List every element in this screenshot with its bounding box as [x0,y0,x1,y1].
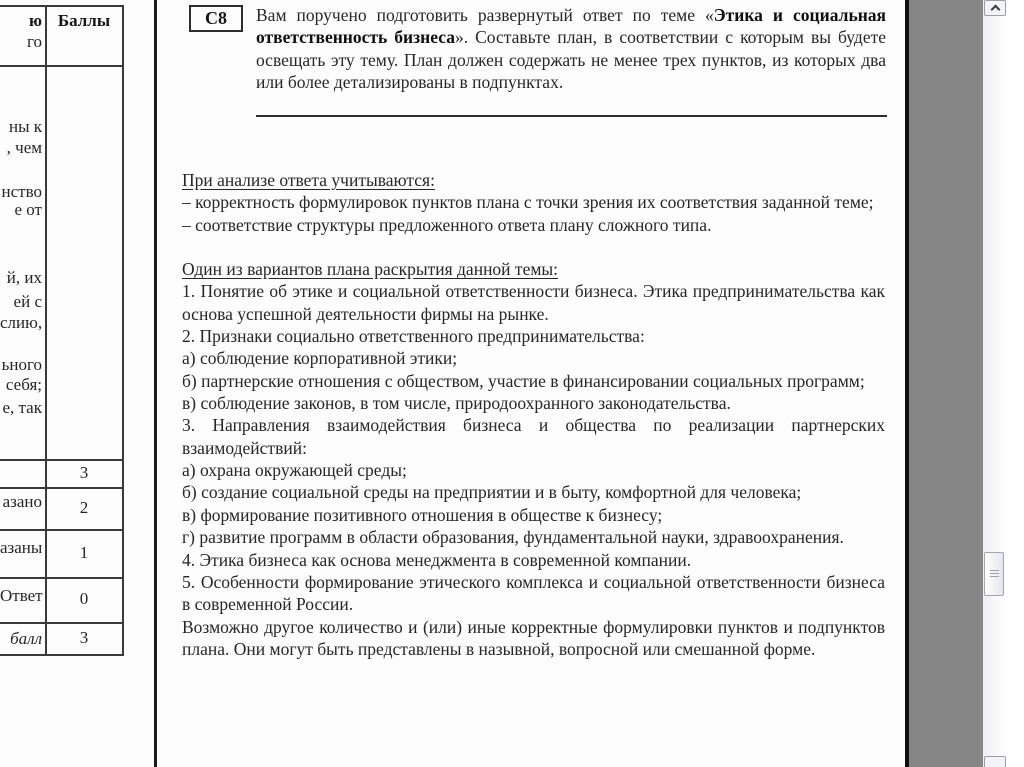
score-value: 1 [79,543,89,562]
vertical-scrollbar[interactable] [983,0,1008,767]
plan-item: в) формирование позитивного отношения в обществе к бизнесу; [182,504,663,525]
task-text-suffix: ». Составьте план, в соответствии с которым вы будете освещать эту тему. План должен содержать не менее трех пунктов, из которых два или более детализированы в подпунктах. [256,27,887,93]
right-gutter [1008,0,1024,767]
analysis-criterion: – соответствие структуры предложенного ответа плану сложного типа. [182,214,712,235]
score-row-label: азано [2,492,42,511]
plan-heading: Один из вариантов плана раскрытия данной темы: [182,259,559,280]
scrollbar-thumb[interactable] [984,552,1004,596]
analysis-criterion: – корректность формулировок пунктов плана с точки зрения их соответствия заданной теме; [182,192,874,213]
table-row-border [0,529,124,531]
scrollbar-track[interactable] [983,0,1008,767]
score-row-label: азаны [0,538,43,557]
table-row-border [0,622,124,624]
left-page-partial [0,0,155,767]
task-statement [256,4,886,94]
document-page [157,0,906,767]
analysis-heading: При анализе ответа учитываются: [182,170,435,190]
scroll-down-button[interactable] [984,756,1006,767]
table-text-fragment: себя; [5,375,42,394]
plan-item: а) соблюдение корпоративной этики; [182,348,458,369]
grading-notes-section [182,169,885,660]
plan-item: в) соблюдение законов, в том числе, природоохранного законодательства. [182,393,731,414]
plan-item: 2. Признаки социально ответственного предпринимательства: [182,326,645,347]
plan-item: а) охрана окружающей среды; [182,460,407,481]
table-header-scores: Баллы [57,11,111,30]
table-row-border [0,487,124,489]
table-text-fragment: е от [14,200,42,219]
table-bottom-border [0,654,124,656]
table-text-fragment: й, их [6,268,42,287]
score-row-label: Ответ [0,586,43,605]
workspace-background [909,0,983,767]
task-text-prefix: Вам поручено подготовить развернутый ответ по теме « [256,5,714,25]
score-value: 2 [79,498,89,517]
table-text-fragment: ны к [8,117,42,136]
chevron-up-icon [990,5,1000,15]
table-text-fragment: , чем [6,138,42,157]
plan-item: 5. Особенности формирование этического комплекса и социальной ответственности бизнеса в современной России. [182,571,885,615]
score-value: 0 [79,589,89,608]
task-topic-bold: Этика и социальная ответственность бизнеса [256,5,886,48]
max-score-label: балл [10,629,42,648]
plan-item: Возможно другое количество и (или) иные корректные формулировки пунктов и подпунктов плана. Они могут быть представлены в назывной, вопросной или смешанной форме. [182,616,885,659]
plan-item: 3. Направления взаимодействия бизнеса и общества по реализации партнерских взаимодействий: [182,415,885,458]
table-row-border [0,459,124,461]
task-code: С8 [205,8,227,28]
horizontal-rule [256,115,887,117]
table-header-fragment: го [26,32,42,51]
table-text-fragment: е, так [2,398,42,417]
plan-item: б) создание социальной среды на предприятии и в быту, комфортной для человека; [182,482,802,503]
table-header-fragment: ю [29,11,42,30]
plan-item: б) партнерские отношения с обществом, участие в финансировании социальных программ; [182,370,865,391]
max-score-value: 3 [79,628,89,647]
plan-item: г) развитие программ в области образования, фундаментальной науки, здравоохранения. [182,527,844,548]
grip-lines-icon [990,570,999,579]
table-text-fragment: нство [1,182,42,201]
task-code-box [189,5,243,32]
table-top-border [0,5,124,7]
table-text-fragment: слию, [0,313,43,332]
table-text-fragment: ьного [1,355,42,374]
plan-item: 4. Этика бизнеса как основа менеджмента в современной компании. [182,549,692,570]
table-text-fragment: ей с [13,292,42,311]
table-row-border [0,577,124,579]
table-right-border [122,5,124,656]
score-value: 3 [79,463,89,482]
plan-item: 1. Понятие об этике и социальной ответственности бизнеса. Этика предпринимательства как основа успешной деятельности фирмы на рынке. [182,281,885,324]
table-row-border [0,65,124,67]
scroll-up-button[interactable] [984,0,1006,16]
